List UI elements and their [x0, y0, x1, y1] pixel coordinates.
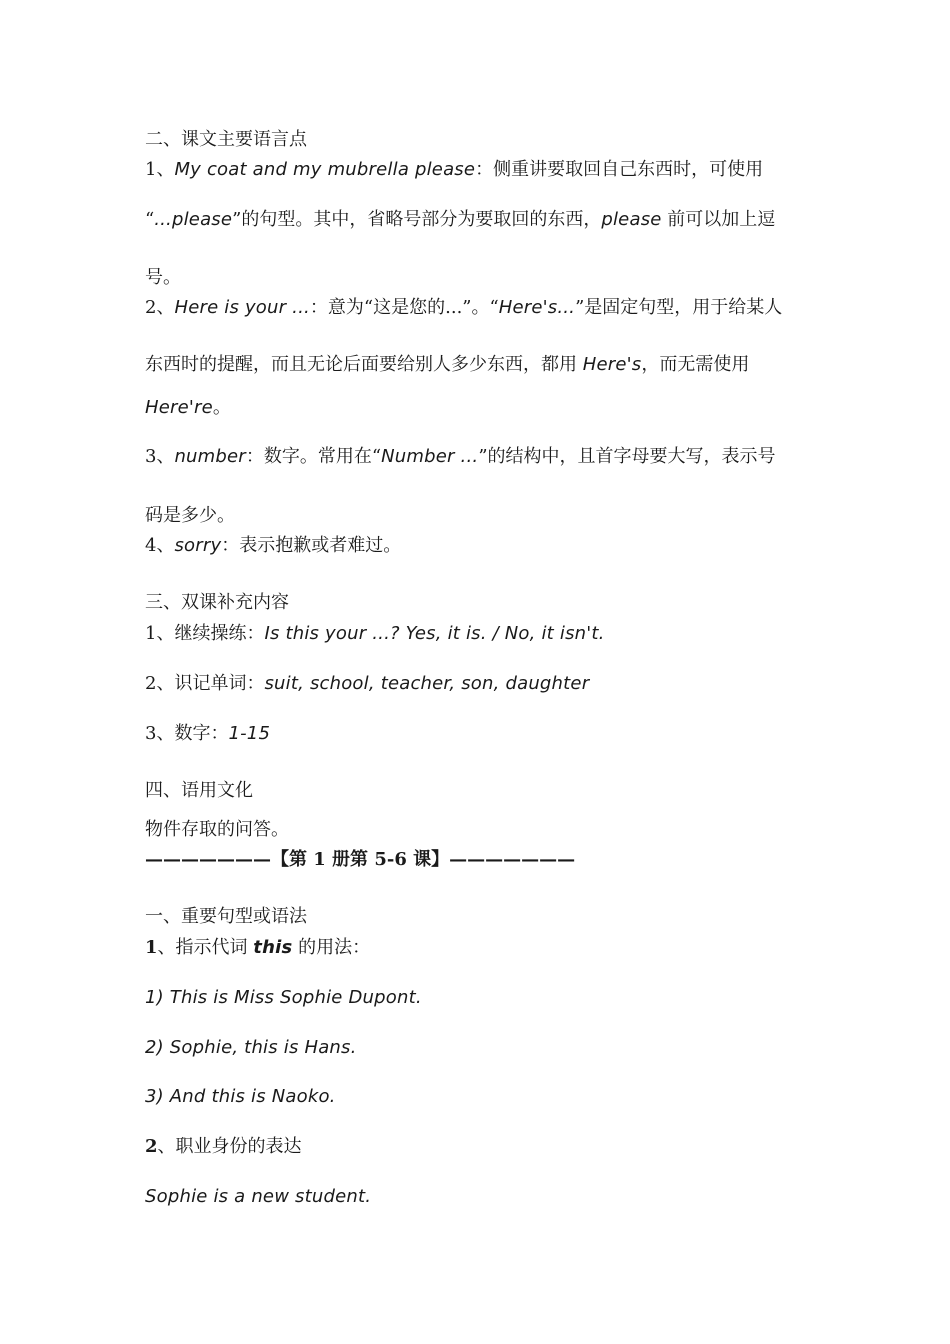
please-word: please — [601, 209, 662, 230]
point-3-phrase: number — [174, 446, 246, 467]
point-3-line-1: 3、number：数字。常用在“Number ...”的结构中，且首字母要大写，表示号 — [145, 446, 776, 467]
example-4: Sophie is a new student. — [145, 1186, 372, 1207]
point-1-phrase: My coat and my mubrella please — [174, 159, 476, 180]
example-2: 2) Sophie, this is Hans. — [145, 1037, 357, 1058]
point-2-line-2: 东西时的提醒，而且无论后面要给别人多少东西，都用 Here's，而无需使用 — [145, 354, 750, 375]
this-word: this — [253, 937, 293, 958]
supplement-item-1: 1、继续操练：Is this your ...? Yes, it is. / No, it isn't. — [145, 623, 605, 644]
point-1-line-3: 号。 — [145, 267, 181, 288]
point-number: 3、 — [145, 446, 175, 467]
section-4-text: 物件存取的问答。 — [145, 819, 289, 840]
section-heading-3: 三、双课补充内容 — [145, 592, 289, 613]
point-number: 4、 — [145, 535, 175, 556]
grammar-point-2: 2、职业身份的表达 — [145, 1136, 302, 1157]
lesson-divider: ———————【第 1 册第 5-6 课】——————— — [145, 849, 576, 870]
supplement-item-3: 3、数字：1-15 — [145, 723, 271, 744]
point-number: 2、 — [145, 297, 175, 318]
point-1-line-2: “...please”的句型。其中，省略号部分为要取回的东西，please 前可以加上逗 — [145, 209, 776, 230]
please-pattern: ...please — [154, 209, 233, 230]
point-1-desc: ：侧重讲要取回自己东西时，可使用 — [475, 159, 764, 180]
section-heading-4: 四、语用文化 — [145, 780, 253, 801]
point-3-line-2: 码是多少。 — [145, 505, 235, 526]
supplement-item-2: 2、识记单词：suit, school, teacher, son, daughter — [145, 673, 590, 694]
lesson-56-heading: 一、重要句型或语法 — [145, 906, 307, 927]
grammar-point-1: 1、指示代词 this 的用法： — [145, 937, 371, 958]
point-1-line-1 — [145, 158, 763, 182]
point-2-line-1: 2、Here is your ...：意为“这是您的...”。“Here's...”是固定句型，用于给某人 — [145, 297, 783, 318]
example-3: 3) And this is Naoko. — [145, 1086, 336, 1107]
point-4-line-1: 4、sorry：表示抱歉或者难过。 — [145, 535, 402, 556]
point-4-phrase: sorry — [174, 535, 222, 556]
point-number: 1、 — [145, 159, 175, 180]
section-heading-2: 二、课文主要语言点 — [145, 129, 307, 150]
point-2-line-3: Here're。 — [145, 397, 231, 418]
example-1: 1) This is Miss Sophie Dupont. — [145, 987, 422, 1008]
point-2-phrase: Here is your ... — [174, 297, 310, 318]
